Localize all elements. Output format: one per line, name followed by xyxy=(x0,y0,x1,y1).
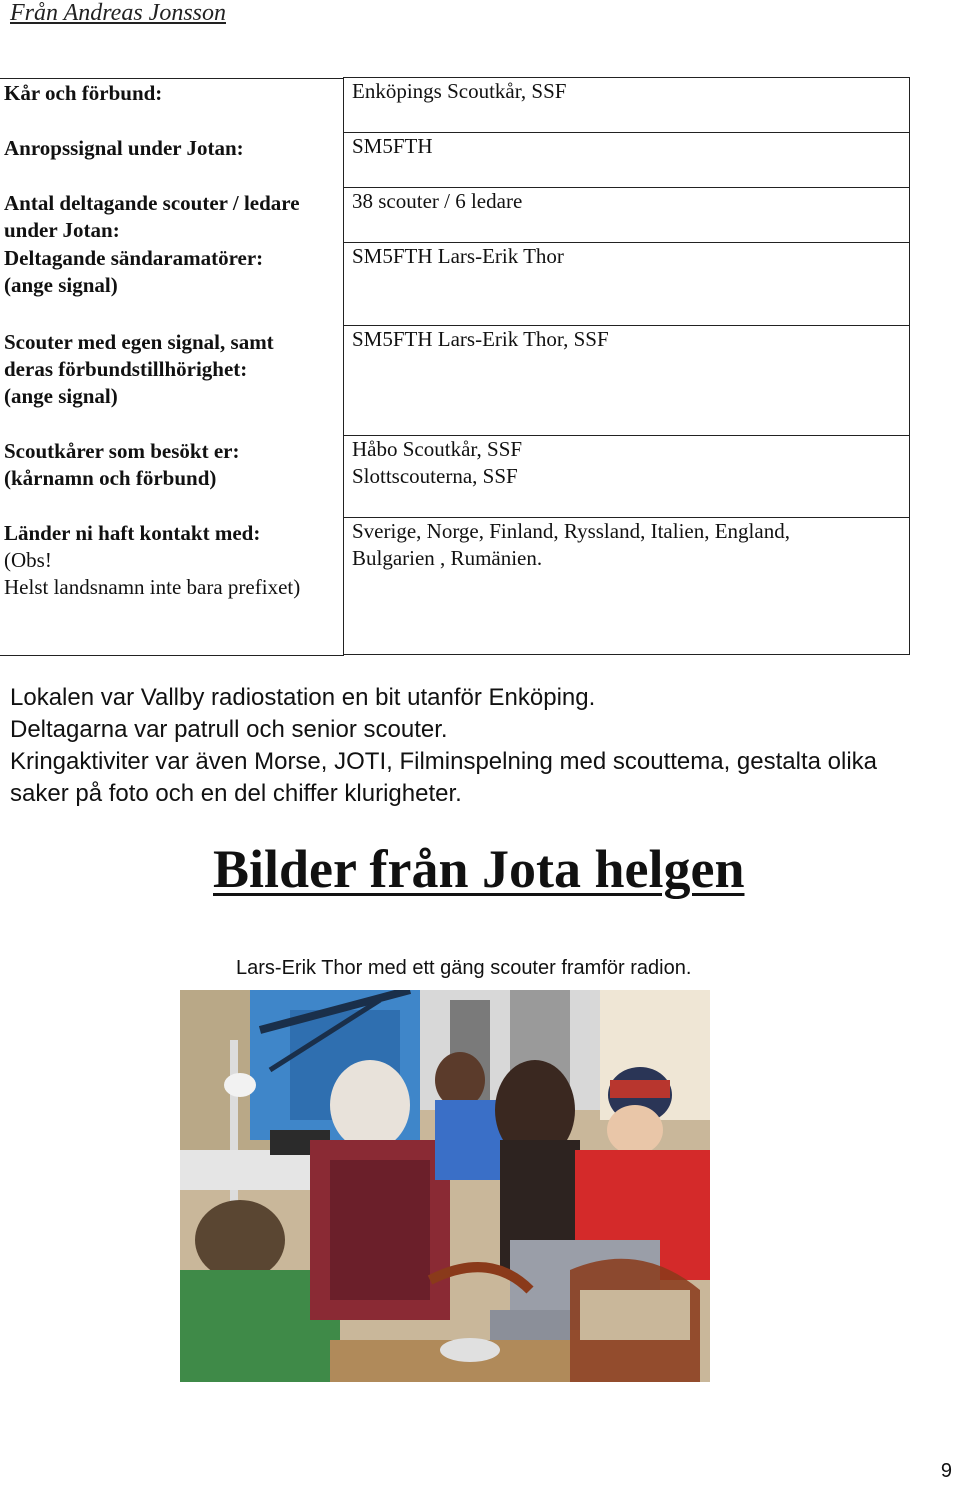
label-besokande-karer: Scoutkårer som besökt er: (kårnamn och förbund) xyxy=(4,439,240,490)
author-link[interactable]: Från Andreas Jonsson xyxy=(10,0,226,26)
description-paragraph xyxy=(10,682,940,810)
value-antal-deltagande: 38 scouter / 6 ledare xyxy=(352,188,523,213)
value-scouter-egen-signal: SM5FTH Lars-Erik Thor, SSF xyxy=(352,326,609,351)
value-cell xyxy=(343,77,910,133)
gallery-title: Bilder från Jota helgen xyxy=(213,839,745,899)
report-table xyxy=(0,78,910,656)
label-lander: Länder ni haft kontakt med: xyxy=(4,521,261,545)
label-kar-forbund: Kår och förbund: xyxy=(4,81,163,105)
value-anropssignal: SM5FTH xyxy=(352,133,433,158)
label-anropssignal: Anropssignal under Jotan: xyxy=(4,136,244,160)
label-column xyxy=(0,78,344,656)
group-photo-image xyxy=(180,990,710,1382)
label-sandaramatorer: Deltagande sändaramatörer: (ange signal) xyxy=(4,246,264,297)
value-sandaramatorer: SM5FTH Lars-Erik Thor xyxy=(352,243,564,268)
value-cell xyxy=(343,132,910,188)
label-antal-deltagande: Antal deltagande scouter / ledare under Jotan: xyxy=(4,191,300,242)
paragraph-line: Lokalen var Vallby radiostation en bit utanför Enköping. xyxy=(10,684,596,711)
group-photo xyxy=(180,990,710,1382)
value-cell xyxy=(343,187,910,243)
value-cell xyxy=(343,242,910,326)
value-kar-forbund: Enköpings Scoutkår, SSF xyxy=(352,78,567,103)
paragraph-line: Kringaktiviter var även Morse, JOTI, Filminspelning med scouttema, gestalta olika xyxy=(10,748,878,775)
label-scouter-egen-signal: Scouter med egen signal, samt deras förbundstillhörighet: (ange signal) xyxy=(4,330,274,408)
paragraph-line: saker på foto och en del chiffer klurigheter. xyxy=(10,780,462,807)
photo-caption: Lars-Erik Thor med ett gäng scouter framför radion. xyxy=(236,957,692,979)
value-cell xyxy=(343,435,910,518)
label-lander-note: (Obs! Helst landsnamn inte bara prefixet) xyxy=(4,548,301,599)
value-column xyxy=(343,78,910,656)
value-besokande-karer: Håbo Scoutkår, SSF Slottscouterna, SSF xyxy=(352,436,523,488)
paragraph-line: Deltagarna var patrull och senior scouter. xyxy=(10,716,448,743)
value-cell xyxy=(343,517,910,655)
value-lander: Sverige, Norge, Finland, Ryssland, Italien, England, Bulgarien , Rumänien. xyxy=(352,518,790,570)
page-number: 9 xyxy=(940,1460,952,1482)
value-cell xyxy=(343,325,910,436)
